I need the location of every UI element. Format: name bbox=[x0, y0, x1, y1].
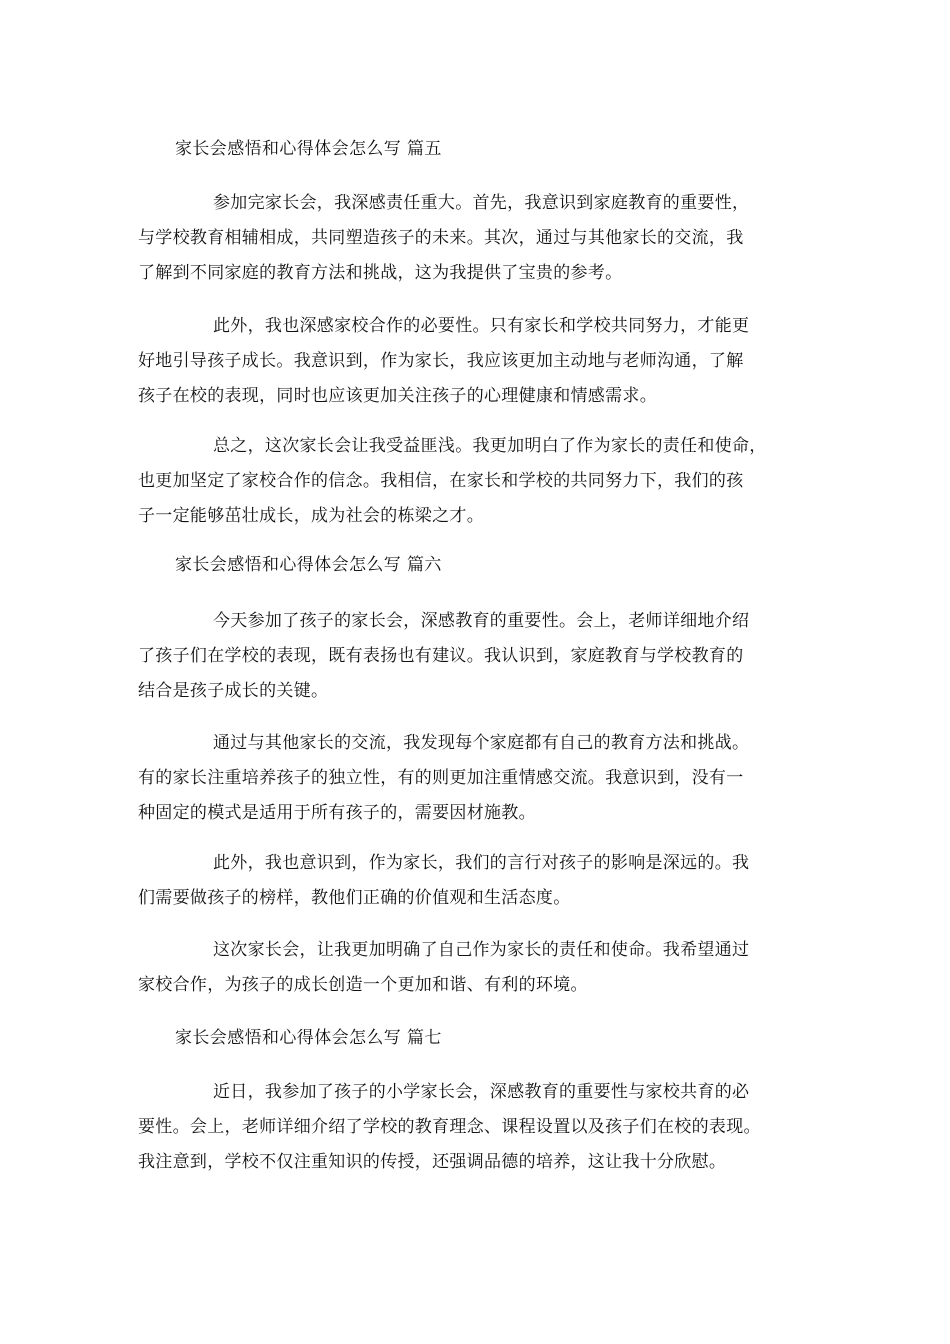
text-line: 要性。会上，老师详细介绍了学校的教育理念、课程设置以及孩子们在校的表现。 bbox=[138, 1117, 761, 1137]
paragraph bbox=[138, 933, 818, 1003]
text-line: 这次家长会，让我更加明确了自己作为家长的责任和使命。我希望通过 bbox=[213, 940, 750, 960]
text-line: 我注意到，学校不仅注重知识的传授，还强调品德的培养，这让我十分欣慰。 bbox=[138, 1152, 727, 1172]
text-line: 好地引导孩子成长。我意识到，作为家长，我应该更加主动地与老师沟通，了解 bbox=[138, 351, 744, 371]
paragraph bbox=[138, 429, 818, 534]
text-line: 了孩子们在学校的表现，既有表扬也有建议。我认识到，家庭教育与学校教育的 bbox=[138, 646, 744, 666]
paragraph bbox=[138, 1075, 818, 1180]
text-line: 此外，我也意识到，作为家长，我们的言行对孩子的影响是深远的。我 bbox=[213, 853, 750, 873]
section-heading: 家长会感悟和心得体会怎么写 篇五 bbox=[175, 139, 442, 159]
paragraph bbox=[138, 186, 818, 291]
section-heading: 家长会感悟和心得体会怎么写 篇七 bbox=[175, 1028, 442, 1048]
section-heading: 家长会感悟和心得体会怎么写 篇六 bbox=[175, 555, 442, 575]
text-line: 也更加坚定了家校合作的信念。我相信，在家长和学校的共同努力下，我们的孩 bbox=[138, 471, 744, 491]
text-line: 总之，这次家长会让我受益匪浅。我更加明白了作为家长的责任和使命， bbox=[213, 436, 767, 456]
text-line: 种固定的模式是适用于所有孩子的，需要因材施教。 bbox=[138, 803, 536, 823]
text-line: 今天参加了孩子的家长会，深感教育的重要性。会上，老师详细地介绍 bbox=[213, 611, 750, 631]
text-line: 家校合作，为孩子的成长创造一个更加和谐、有利的环境。 bbox=[138, 975, 588, 995]
text-line: 参加完家长会，我深感责任重大。首先，我意识到家庭教育的重要性， bbox=[213, 193, 750, 213]
paragraph bbox=[138, 309, 818, 414]
text-line: 孩子在校的表现，同时也应该更加关注孩子的心理健康和情感需求。 bbox=[138, 386, 657, 406]
text-line: 子一定能够茁壮成长，成为社会的栋梁之才。 bbox=[138, 506, 484, 526]
text-line: 与学校教育相辅相成，共同塑造孩子的未来。其次，通过与其他家长的交流，我 bbox=[138, 228, 744, 248]
paragraph bbox=[138, 726, 818, 831]
text-line: 了解到不同家庭的教育方法和挑战，这为我提供了宝贵的参考。 bbox=[138, 263, 623, 283]
text-line: 通过与其他家长的交流，我发现每个家庭都有自己的教育方法和挑战。 bbox=[213, 733, 750, 753]
text-line: 此外，我也深感家校合作的必要性。只有家长和学校共同努力，才能更 bbox=[213, 316, 750, 336]
paragraph bbox=[138, 604, 818, 709]
text-line: 们需要做孩子的榜样，教他们正确的价值观和生活态度。 bbox=[138, 888, 571, 908]
text-line: 有的家长注重培养孩子的独立性，有的则更加注重情感交流。我意识到，没有一 bbox=[138, 768, 744, 788]
text-line: 结合是孩子成长的关键。 bbox=[138, 681, 329, 701]
text-line: 近日，我参加了孩子的小学家长会，深感教育的重要性与家校共育的必 bbox=[213, 1082, 750, 1102]
paragraph bbox=[138, 846, 818, 916]
